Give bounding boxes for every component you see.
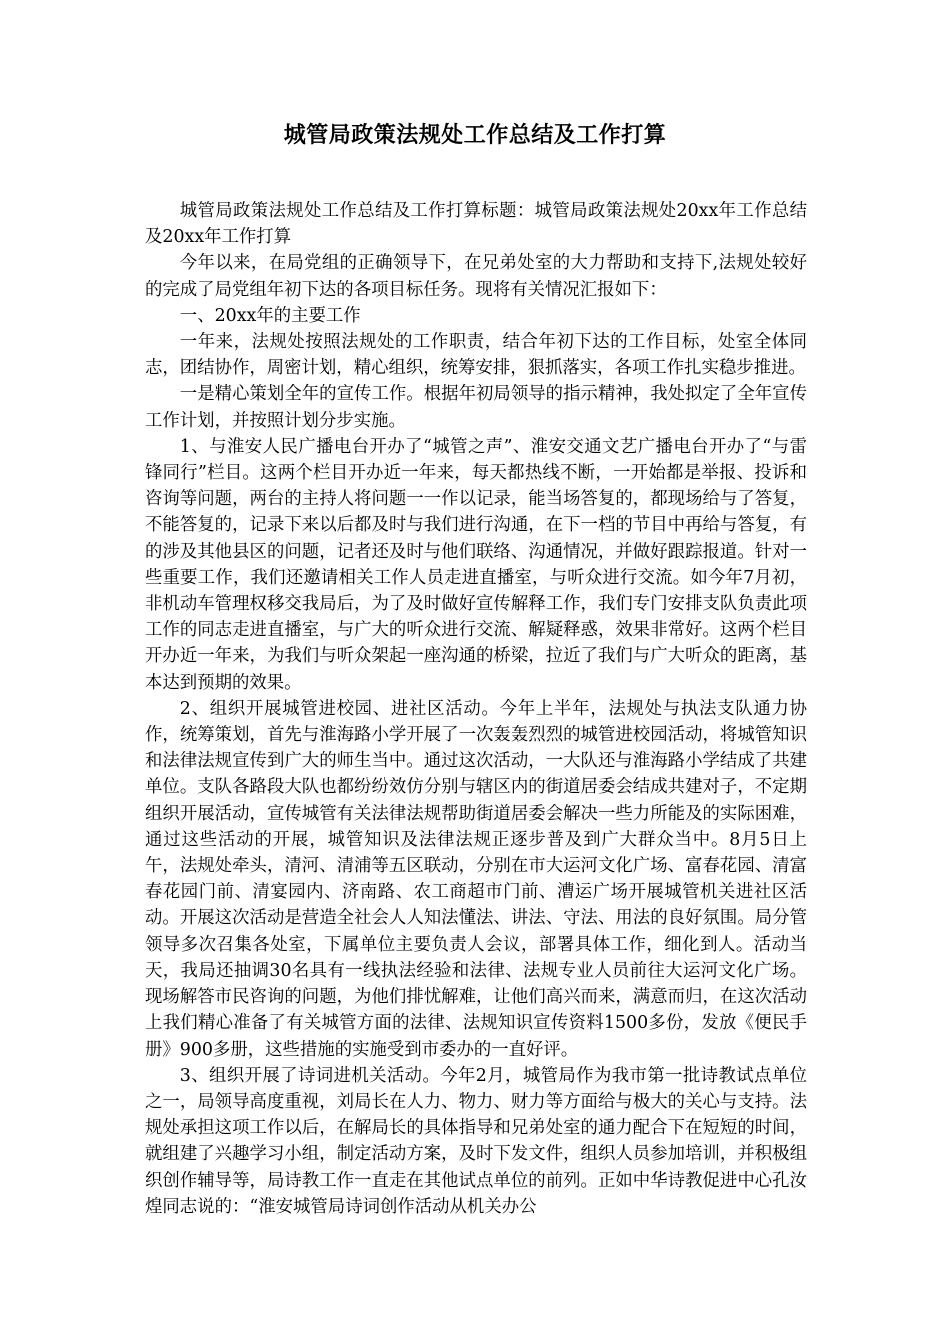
paragraph-heading-line: 城管局政策法规处工作总结及工作打算标题：城管局政策法规处20xx年工作总结及20xx年工作打算 [145, 201, 807, 248]
document-body [145, 198, 807, 1220]
paragraph-overview: 一年来，法规处按照法规处的工作职责，结合年初下达的工作目标，处室全体同志，团结协作，周密计划，精心组织，统筹安排，狠抓落实，各项工作扎实稳步推进。 [145, 332, 807, 379]
paragraph-item-2: 2、组织开展城管进校园、进社区活动。今年上半年，法规处与执法支队通力协作，统筹策划，首先与淮海路小学开展了一次轰轰烈烈的城管进校园活动，将城管知识和法律法规宣传到广大的师生当中。通过这次活动，一大队还与淮海路小学结成了共建单位。支队各路段大队也都纷纷效仿分别与辖区内的街道居委会结成共建对子，不定期组织开展活动，宣传城管有关法律法规帮助街道居委会解决一些力所能及的实际困难，通过这些活动的开展，城管知识及法律法规正逐步普及到广大群众当中。8月5日上午，法规处牵头，清河、清浦等五区联动，分别在市大运河文化广场、富春花园、清富春花园门前、清宴园内、济南路、农工商超市门前、漕运广场开展城管机关进社区活动。开展这次活动是营造全社会人人知法懂法、讲法、守法、用法的良好氛围。局分管领导多次召集各处室，下属单位主要负责人会议，部署具体工作，细化到人。活动当天，我局还抽调30名具有一线执法经验和法律、法规专业人员前往大运河文化广场。现场解答市民咨询的问题，为他们排忧解难，让他们高兴而来，满意而归，在这次活动上我们精心准备了有关城管方面的法律、法规知识宣传资料1500多份，发放《便民手册》900多册，这些措施的实施受到市委办的一直好评。 [145, 698, 807, 1060]
paragraph-publicity: 一是精心策划全年的宣传工作。根据年初局领导的指示精神，我处拟定了全年宣传工作计划，并按照计划分步实施。 [145, 384, 807, 431]
paragraph-intro: 今年以来，在局党组的正确领导下，在兄弟处室的大力帮助和支持下,法规处较好的完成了局党组年初下达的各项目标任务。现将有关情况汇报如下： [145, 253, 807, 300]
document-title: 城管局政策法规处工作总结及工作打算 [283, 123, 667, 148]
paragraph-item-1: 1、与淮安人民广播电台开办了“城管之声”、淮安交通文艺广播电台开办了“与雷锋同行”栏目。这两个栏目开办近一年来，每天都热线不断，一开始都是举报、投诉和咨询等问题，两台的主持人将问题一一作以记录，能当场答复的，都现场给与了答复，不能答复的，记录下来以后都及时与我们进行沟通，在下一档的节目中再给与答复，有的涉及其他县区的问题，记者还及时与他们联络、沟通情况，并做好跟踪报道。针对一些重要工作，我们还邀请相关工作人员走进直播室，与听众进行交流。如今年7月初，非机动车管理权移交我局后，为了及时做好宣传解释工作，我们专门安排支队负责此项工作的同志走进直播室，与广大的听众进行交流、解疑释惑，效果非常好。这两个栏目开办近一年来，为我们与听众架起一座沟通的桥梁，拉近了我们与广大听众的距离，基本达到预期的效果。 [145, 436, 807, 693]
section-heading: 一、20xx年的主要工作 [179, 305, 361, 326]
paragraph-item-3: 3、组织开展了诗词进机关活动。今年2月，城管局作为我市第一批诗教试点单位之一，局领导高度重视，刘局长在人力、物力、财力等方面给与极大的关心与支持。法规处承担这项工作以后，在解局长的具体指导和兄弟处室的通力配合下在短短的时间，就组建了兴趣学习小组，制定活动方案，及时下发文件，组织人员参加培训，并积极组织创作辅导等，局诗教工作一直走在其他试点单位的前列。正如中华诗教促进中心孔汝煌同志说的：“淮安城管局诗词创作活动从机关办公 [145, 1065, 807, 1217]
